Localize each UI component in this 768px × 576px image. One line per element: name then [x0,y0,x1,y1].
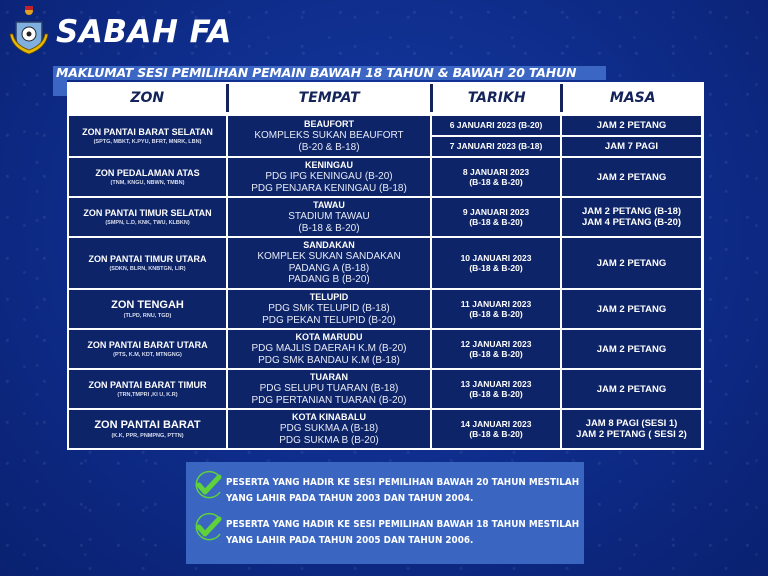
time-line: JAM 2 PETANG [596,343,667,355]
venue-cell [228,370,430,408]
time-cell [562,137,701,156]
date-line: 14 JANUARI 2023 [460,418,532,429]
zone-name: ZON PEDALAMAN ATAS [95,167,200,178]
venue-line: (B-18 & B-20) [298,222,360,234]
zone-cell [69,198,226,236]
date-cell [432,198,560,236]
zone-cell [69,116,226,156]
date-line: (B-18 & B-20) [469,389,523,399]
note-text [226,475,579,507]
venue-line: PDG PENJARA KENINGAU (B-18) [251,182,407,194]
table-row [69,116,702,156]
date-line: 6 JANUARI 2023 (B-20) [449,120,543,131]
date-cell [432,137,560,156]
checkmark-icon [192,470,226,500]
venue-line: PADANG A (B-18) [288,262,370,274]
venue-title: TELUPID [309,292,349,302]
date-line: 12 JANUARI 2023 [460,338,532,349]
zone-name: ZON TENGAH [111,298,184,311]
selection-schedule-table [67,82,704,450]
note-line: PESERTA YANG HADIR KE SESI PEMILIHAN BAWAH 20 TAHUN MESTILAH [226,477,580,488]
date-line: (B-18 & B-20) [469,429,523,439]
zone-cell [69,410,226,448]
brand-title: SABAH FA [56,14,232,50]
venue-line: KOMPLEK SUKAN SANDAKAN [257,251,401,263]
zone-cell [69,330,226,368]
date-cell [432,116,560,135]
time-cell [562,370,701,408]
zone-cell [69,370,226,408]
venue-line: PADANG B (B-20) [288,274,370,286]
time-split [562,116,701,156]
zone-codes: (TRN,TMPRI ,KI U, K.R) [117,391,178,398]
time-cell [562,410,701,448]
zone-codes: (SMPN, L.D, KNK, TWU, KLBKN) [105,219,190,226]
date-line: (B-18 & B-20) [469,177,523,187]
venue-cell [228,330,430,368]
zone-name: ZON PANTAI BARAT [94,418,201,431]
note-u18 [192,512,610,549]
venue-cell [228,410,430,448]
date-cell [432,410,560,448]
venue-line: PDG SELUPU TUARAN (B-18) [259,383,399,394]
note-u20 [192,470,610,507]
date-cell [432,158,560,196]
time-cell [562,198,701,236]
date-line: (B-18 & B-20) [469,217,523,227]
column-header-zon: ZON [69,84,229,112]
zone-codes: (TNM, KNGU, NBWN, TMBN) [110,179,185,186]
date-cell [432,370,560,408]
time-cell [562,330,701,368]
zone-name: ZON PANTAI BARAT SELATAN [82,126,213,137]
time-line: JAM 2 PETANG [596,120,667,131]
venue-title: SANDAKAN [303,240,355,251]
venue-cell [228,290,430,328]
note-line: YANG LAHIR PADA TAHUN 2005 DAN TAHUN 2006. [226,535,474,546]
time-line: JAM 2 PETANG [596,171,667,183]
table-row [69,330,702,368]
date-line: 11 JANUARI 2023 [460,298,532,309]
date-line: (B-18 & B-20) [469,309,523,319]
venue-title: KOTA KINABALU [292,412,366,422]
venue-cell [228,198,430,236]
venue-line: PDG SUKMA B (B-20) [279,434,379,446]
venue-cell [228,238,430,288]
zone-codes: (K.K, PPR, PNMPNG, PTTN) [111,432,184,439]
time-line: JAM 8 PAGI (SESI 1) [585,418,678,429]
date-line: 13 JANUARI 2023 [460,378,532,389]
time-cell [562,290,701,328]
zone-cell [69,238,226,288]
venue-line: PDG MAJLIS DAERAH K.M (B-20) [251,343,407,354]
zone-codes: (SDKN, BLRN, KNBTGN, LIR) [109,265,186,272]
time-cell [562,238,701,288]
venue-title: TAWAU [313,200,345,210]
note-line: YANG LAHIR PADA TAHUN 2003 DAN TAHUN 2004. [226,493,474,504]
zone-codes: (PTS, K.M, KDT, MTNGNG) [113,351,182,358]
table-row [69,290,702,328]
table-header [69,82,702,114]
venue-line: PDG SMK BANDAU K.M (B-18) [258,354,400,366]
venue-line: (B-20 & B-18) [298,141,360,153]
zone-codes: (SPTG, MBKT, K.PYU, BFRT, MNRK, LBN) [93,138,202,145]
zone-name: ZON PANTAI TIMUR UTARA [88,253,207,264]
date-cell [432,290,560,328]
venue-title: KENINGAU [304,160,353,170]
sabah-fa-crest-icon [8,4,50,62]
date-cell [432,238,560,288]
time-line: JAM 4 PETANG (B-20) [581,217,682,228]
time-line: JAM 2 PETANG [596,303,667,315]
venue-line: KOMPLEKS SUKAN BEAUFORT [254,130,404,141]
zone-name: ZON PANTAI BARAT UTARA [87,339,208,350]
venue-line: PDG SMK TELUPID (B-18) [268,303,390,314]
date-cell [432,330,560,368]
note-text [226,517,579,549]
note-line: PESERTA YANG HADIR KE SESI PEMILIHAN BAWAH 18 TAHUN MESTILAH [226,519,580,530]
time-line: JAM 7 PAGI [604,141,659,152]
column-header-tempat: TEMPAT [229,84,433,112]
column-header-tarikh: TARIKH [433,84,564,112]
time-cell [562,158,701,196]
date-line: (B-18 & B-20) [469,263,523,273]
page-subtitle: MAKLUMAT SESI PEMILIHAN PEMAIN BAWAH 18 TAHUN & BAWAH 20 TAHUN [56,65,577,80]
zone-name: ZON PANTAI TIMUR SELATAN [83,207,212,218]
venue-line: PDG PEKAN TELUPID (B-20) [262,314,396,326]
date-split [432,116,560,156]
time-cell [562,116,701,135]
table-row [69,238,702,288]
date-line: 7 JANUARI 2023 (B-18) [449,141,543,152]
venue-cell [228,158,430,196]
venue-cell [228,116,430,156]
zone-cell [69,290,226,328]
date-line: 9 JANUARI 2023 [462,206,530,217]
date-line: 8 JANUARI 2023 [462,166,530,177]
table-row [69,158,702,196]
venue-title: KOTA MARUDU [295,332,363,342]
table-row [69,198,702,236]
venue-title: TUARAN [310,372,348,382]
venue-line: PDG IPG KENINGAU (B-20) [265,171,393,182]
eligibility-notes [186,462,584,564]
column-header-masa: MASA [609,90,656,106]
zone-name: ZON PANTAI BARAT TIMUR [88,379,207,390]
checkmark-icon [192,512,226,542]
time-line: JAM 2 PETANG (B-18) [581,206,682,217]
time-line: JAM 2 PETANG [596,383,667,395]
date-line: (B-18 & B-20) [469,349,523,359]
venue-line: PDG SUKMA A (B-18) [279,423,379,434]
zone-cell [69,158,226,196]
venue-line: STADIUM TAWAU [288,211,370,222]
table-row [69,410,702,448]
venue-line: PDG PERTANIAN TUARAN (B-20) [251,394,407,406]
date-line: 10 JANUARI 2023 [460,252,532,263]
time-line: JAM 2 PETANG ( SESI 2) [576,429,687,440]
zone-codes: (TLPD, RNU, TGD) [123,312,172,319]
time-line: JAM 2 PETANG [596,257,667,269]
table-row [69,370,702,408]
venue-title: BEAUFORT [304,119,354,129]
